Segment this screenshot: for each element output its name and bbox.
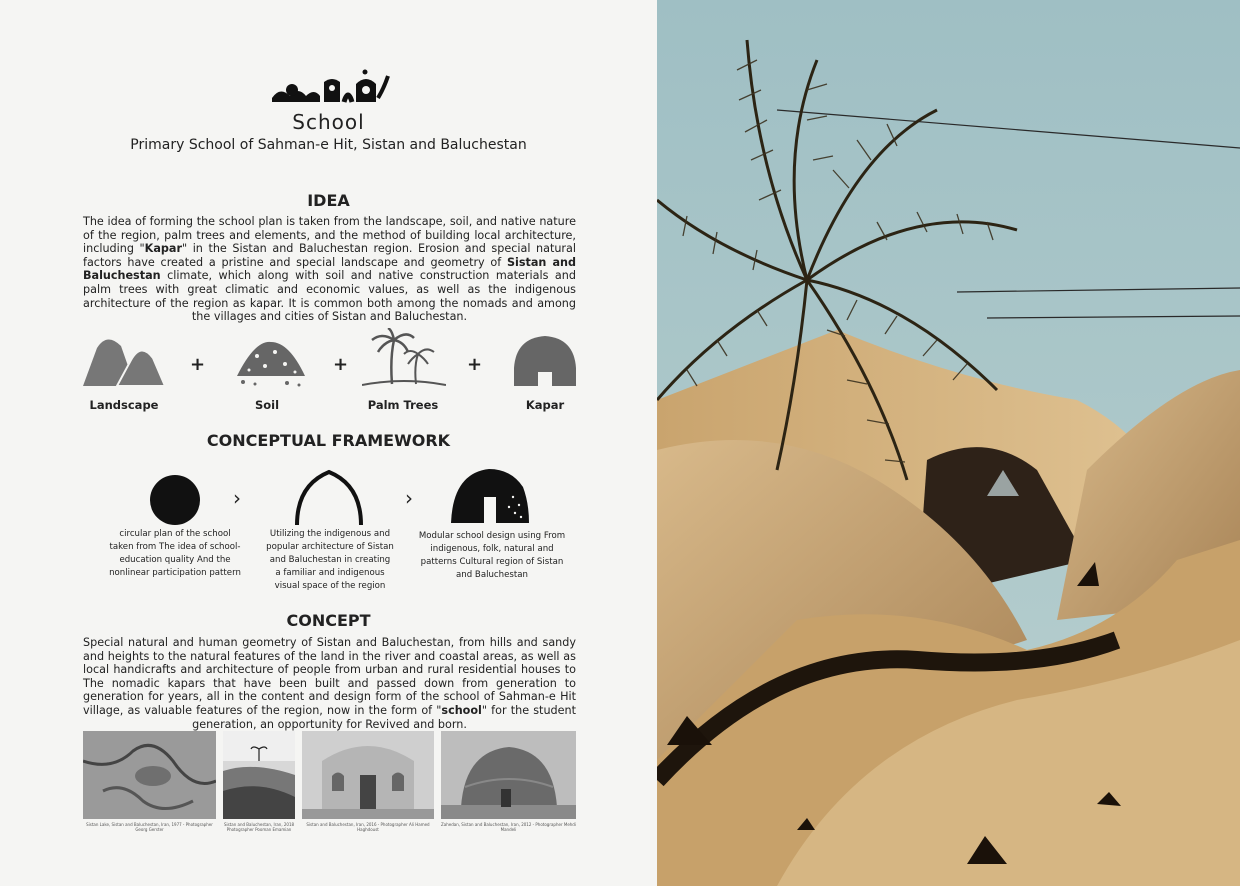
plus-sign: + (467, 354, 483, 375)
dome-icon (451, 467, 529, 529)
photo-caption: Zahedan, Sistan and Baluchestan, Iran, 2012 - Photographer Mehdi Mandeli (441, 822, 576, 832)
framework-text-circular-plan: circular plan of the school taken from The idea of school-education quality And the nonlinear participation pattern (109, 529, 241, 578)
kapar-hut-icon (514, 336, 576, 390)
persian-school-logo (270, 68, 390, 108)
photo-kapar-house (302, 731, 434, 819)
school-word: School (292, 110, 365, 134)
photo-caption: Sistan and Baluchestan, Iran, 2018 Photographer Pooman Emamian (223, 822, 295, 832)
photo-sistan-lake (83, 731, 216, 819)
concept-heading: CONCEPT (286, 611, 371, 630)
photo-nomadic-kapar (441, 731, 576, 819)
kapar-term: Kapar (144, 242, 182, 256)
hills-icon (83, 336, 165, 390)
page-subtitle: Primary School of Sahman-e Hit, Sistan and Baluchestan (130, 137, 527, 153)
school-term: school (441, 703, 482, 717)
photo-caption: Sistan and Baluchestan, Iran, 2016 - Photographer Ali Hamed Haghdoust (306, 822, 430, 832)
arch-icon (293, 469, 365, 529)
plus-sign: + (190, 354, 206, 375)
concept-paragraph: Special natural and human geometry of Sistan and Baluchestan, from hills and sandy and heights to the natural features of the land in the river and coastal areas, as well as local handicrafts and architecture of people from urban and rural residential houses to The nomadic kapars that have been built and passed down from generation to generation for years, all in the content and design form of the school of Sahman-e Hit village, as valuable features of the region, now in the form of "school" for the student generation, an opportunity for Revived and born. (83, 636, 576, 731)
soil-pile-icon (235, 336, 307, 392)
element-label-kapar: Kapar (525, 398, 565, 412)
framework-text-modular-design: Modular school design using From indigenous, folk, natural and patterns Cultural region of Sistan and Baluchestan (418, 531, 566, 580)
element-label-palm-trees: Palm Trees (367, 398, 439, 412)
framework-text-indigenous-architecture: Utilizing the indigenous and popular architecture of Sistan and Baluchestan in creating a familiar and indigenous visual space of the region (266, 529, 394, 591)
arrow-right-icon: › (405, 486, 413, 510)
idea-heading: IDEA (307, 191, 350, 210)
circle-icon (150, 475, 200, 529)
plus-sign: + (333, 354, 349, 375)
framework-heading: CONCEPTUAL FRAMEWORK (206, 431, 451, 450)
photo-sand-dunes (223, 731, 295, 819)
photo-caption: Sistan Lake, Sistan and Baluchestan, Iran, 1977 - Photographer Georg Gerster (86, 822, 213, 832)
sistan-baluchestan-term: Sistan and Baluchestan (83, 255, 576, 283)
element-label-soil: Soil (254, 398, 280, 412)
palm-trees-icon (362, 328, 446, 392)
idea-paragraph: The idea of forming the school plan is taken from the landscape, soil, and native nature of the region, palm trees and elements, and the method of building local architecture, including "Kapar" in the Sistan and Baluchestan region. Erosion and special natural factors have created a pristine and special landscape and geometry of Sistan and Baluchestan climate, which along with soil and native construction materials and palm trees with great climatic and economic values, as well as the indigenous architecture of the region as kapar. It is common both among the nomads and among the villages and cities of Sistan and Baluchestan. (83, 215, 576, 324)
element-label-landscape: Landscape (89, 398, 159, 412)
arrow-right-icon: › (233, 486, 241, 510)
hero-photo-domes (657, 0, 1240, 886)
